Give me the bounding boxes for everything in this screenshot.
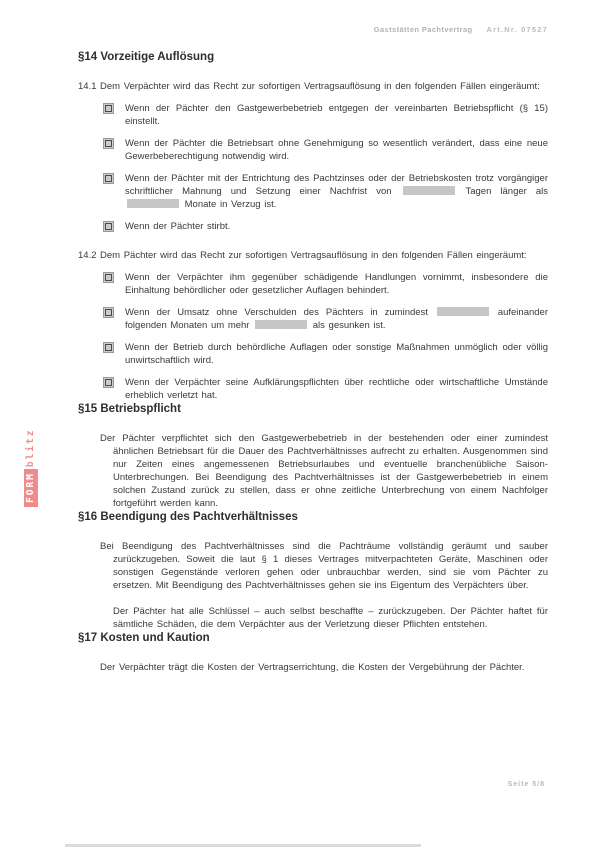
section-17-heading: §17 Kosten und Kaution (78, 632, 210, 644)
checklist-item-text: Wenn der Verpächter seine Aufklärungspflichten über rechtliche oder wirtschaftliche Umstände erheblich verletzt hat. (125, 377, 548, 401)
fill-in-blank[interactable] (437, 307, 489, 316)
checklist-item-text: Wenn der Umsatz ohne Verschulden des Pächters in zumindest aufeinander folgenden Monaten um mehr als gesunken ist. (125, 307, 549, 331)
clause-number: 14.2 (78, 250, 97, 261)
formblitz-logo-text (23, 392, 38, 507)
checkbox-icon[interactable] (103, 173, 114, 184)
checklist-item (103, 220, 548, 233)
article-number: Art.Nr. 07527 (486, 25, 548, 34)
logo-blitz-part: blitz (25, 428, 36, 468)
checkbox-icon[interactable] (103, 307, 114, 318)
checklist-item (103, 172, 548, 211)
checkbox-icon[interactable] (103, 342, 114, 353)
clause-14-1 (78, 80, 548, 93)
document-body (78, 50, 548, 674)
page-number: Seite 5/8 (507, 781, 545, 788)
checklist-item (103, 306, 548, 332)
clause-14-2-intro: Dem Pächter wird das Recht zur sofortigen Vertragsauflösung in den folgenden Fällen eingeräumt: (100, 250, 527, 261)
fill-in-blank[interactable] (255, 320, 307, 329)
checklist-item-text: Wenn der Pächter stirbt. (125, 221, 231, 232)
formblitz-logo (23, 392, 38, 507)
checkbox-icon[interactable] (103, 272, 114, 283)
section-15-paragraph: Der Pächter verpflichtet sich den Gastgewerbebetrieb in der bestehenden oder einer zumindest ähnlichen Betriebsart für die Dauer des Pachtverhältnisses aufrecht zu erhalten. Ausgenommen sind nur Zeiten eines angemessenen Betriebsurlaubes und eventuelle branchenübliche Saison-Unterbrechungen. Bei Beendigung des Pachtverhältnisses ist der Gastgewerbebetrieb in einem solchen Zustand zurück zu stellen, dass er ohne zeitliche Unterbrechung von einem Nachfolger fortgeführt werden kann. (100, 433, 548, 509)
page-header (374, 25, 548, 34)
section-14-heading: §14 Vorzeitige Auflösung (78, 51, 215, 63)
checklist-item (103, 271, 548, 297)
section-15-heading: §15 Betriebspflicht (78, 403, 181, 415)
bottom-divider (65, 844, 421, 847)
checkbox-icon[interactable] (103, 221, 114, 232)
fill-in-blank[interactable] (403, 186, 455, 195)
section-16-heading: §16 Beendigung des Pachtverhältnisses (78, 511, 298, 523)
clause-14-2 (78, 249, 548, 262)
fill-in-blank[interactable] (127, 199, 179, 208)
checkbox-icon[interactable] (103, 138, 114, 149)
checklist-item-text: Wenn der Pächter die Betriebsart ohne Genehmigung so wesentlich verändert, dass eine neue Gewerbeberechtigung notwendig wird. (125, 138, 548, 162)
checklist-item (103, 376, 548, 402)
logo-form-part: FORM (24, 469, 38, 507)
checklist-item-text: Wenn der Pächter mit der Entrichtung des Pachtzinses oder der Betriebskosten trotz vorgängiger schriftlicher Mahnung und Setzung einer Nachfrist von Tagen länger als Monate in Verzug ist. (125, 173, 548, 210)
clause-14-1-intro: Dem Verpächter wird das Recht zur sofortigen Vertragsauflösung in den folgenden Fällen eingeräumt: (100, 81, 540, 92)
section-17-paragraph: Der Verpächter trägt die Kosten der Vertragserrichtung, die Kosten der Vergebührung der Pächter. (100, 662, 525, 673)
checkbox-icon[interactable] (103, 103, 114, 114)
checklist-item-text: Wenn der Betrieb durch behördliche Auflagen oder sonstige Maßnahmen unmöglich oder völlig unwirtschaftlich wird. (125, 342, 548, 366)
clause-number: 14.1 (78, 81, 97, 92)
doc-type-label: Gaststätten Pachtvertrag (373, 25, 473, 34)
section-16-paragraph-2: Der Pächter hat alle Schlüssel – auch selbst beschaffte – zurückzugeben. Der Pächter haftet für sämtliche Schäden, die dem Verpächter aus der Verletzung dieser Pflichten entstehen. (113, 606, 548, 630)
checklist-item (103, 137, 548, 163)
checklist-item (103, 341, 548, 367)
checkbox-icon[interactable] (103, 377, 114, 388)
checklist-item-text: Wenn der Verpächter ihm gegenüber schädigende Handlungen vornimmt, insbesondere die Einhaltung behördlicher oder gesetzlicher Auflagen behindert. (125, 272, 548, 296)
section-16-paragraph-1: Bei Beendigung des Pachtverhältnisses sind die Pachträume vollständig geräumt und sauber zurückzugeben. Soweit die laut § 1 dieses Vertrages mitverpachteten Geräte, Maschinen oder sonstigen Gegenstände verloren gehen oder unbrauchbar werden, sind sie vom Pächter zu ersetzen. Mit Beendigung des Pachtverhältnisses gehen sie ins Eigentum des Verpächters über. (100, 541, 548, 591)
checklist-item-text: Wenn der Pächter den Gastgewerbebetrieb entgegen der vereinbarten Betriebspflicht (§ 15) einstellt. (125, 103, 548, 127)
checklist-item (103, 102, 548, 128)
